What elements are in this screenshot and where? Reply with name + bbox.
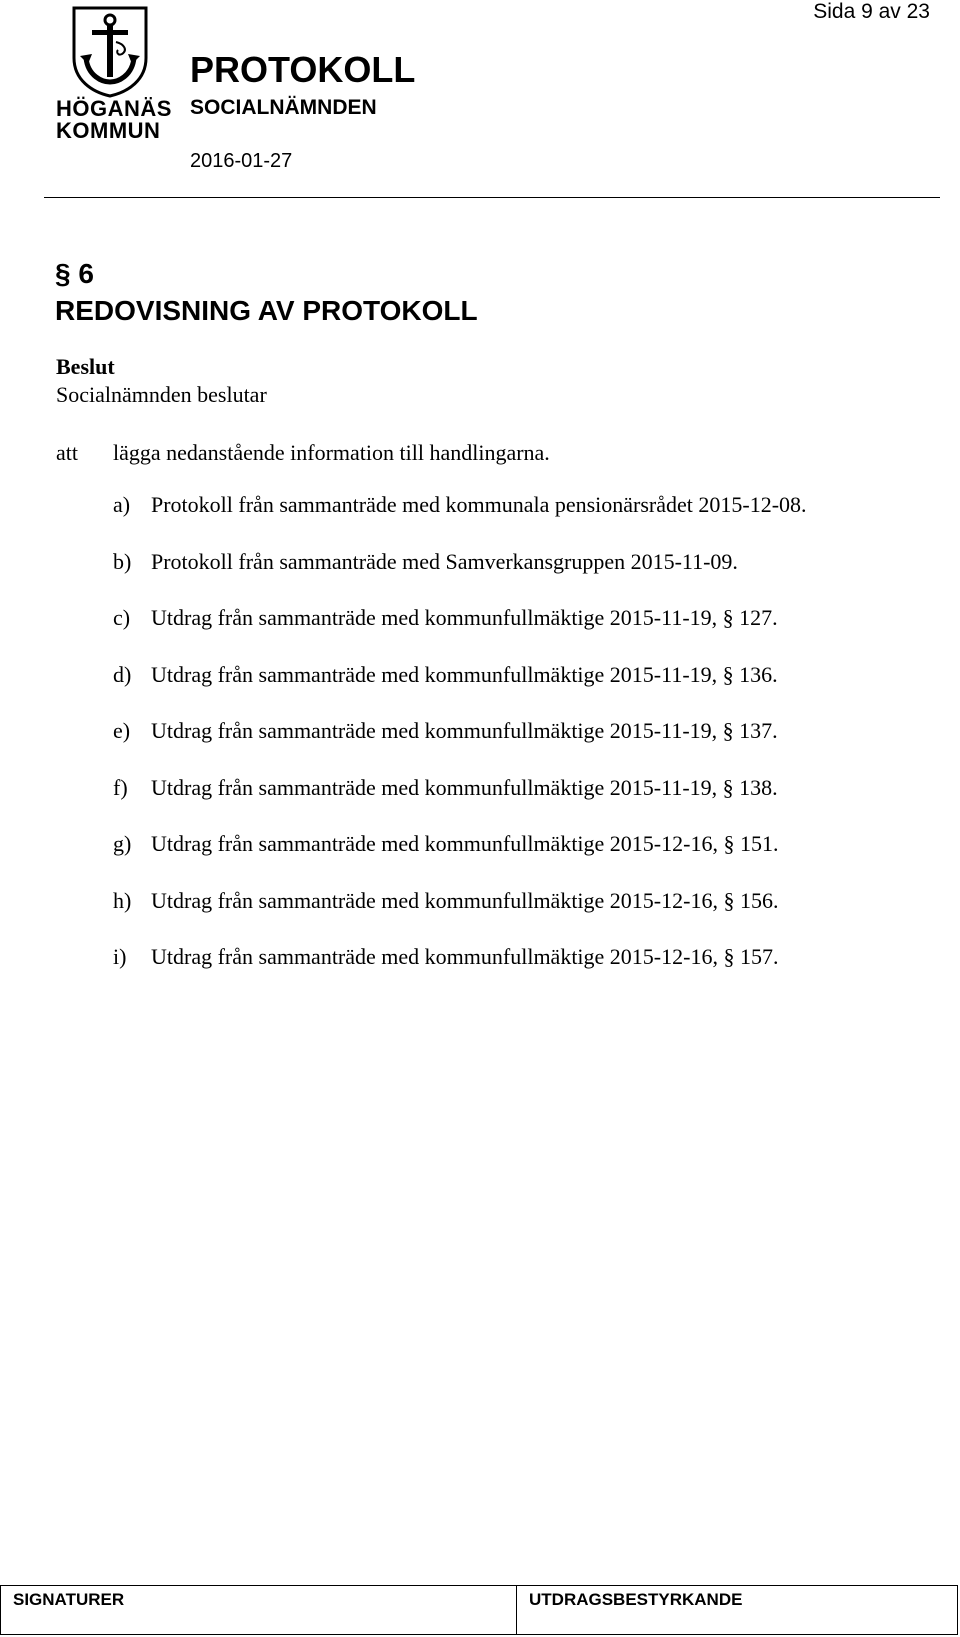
list-item	[113, 492, 807, 549]
list-item-text: Utdrag från sammanträde med kommunfullmäktige 2015-11-19, § 127.	[151, 605, 778, 630]
list-item-text: Utdrag från sammanträde med kommunfullmäktige 2015-11-19, § 137.	[151, 718, 778, 743]
list-item-text: Utdrag från sammanträde med kommunfullmäktige 2015-12-16, § 151.	[151, 831, 779, 856]
list-item-text: Utdrag från sammanträde med kommunfullmäktige 2015-11-19, § 136.	[151, 661, 778, 687]
page-number: Sida 9 av 23	[813, 0, 930, 23]
list-item-text: Utdrag från sammanträde med kommunfullmäktige 2015-12-16, § 156.	[151, 887, 779, 913]
section-title: REDOVISNING AV PROTOKOLL	[55, 295, 478, 326]
list-item	[113, 888, 807, 945]
certification-cell: UTDRAGSBESTYRKANDE	[529, 1590, 743, 1609]
list-item-letter: c)	[113, 605, 131, 630]
footer-table	[0, 1585, 958, 1635]
protocol-list	[113, 492, 807, 1001]
list-item-text: Protokoll från sammanträde med Samverkansgruppen 2015-11-09.	[151, 548, 738, 574]
list-item-letter: b)	[113, 548, 132, 574]
list-item-letter: h)	[113, 887, 132, 913]
list-item-text: Utdrag från sammanträde med kommunfullmäktige 2015-11-19, § 138.	[151, 774, 778, 800]
list-item	[113, 775, 807, 832]
list-item-letter: a)	[113, 492, 131, 517]
logo-text-line1: HÖGANÄS	[56, 96, 172, 121]
list-item-letter: i)	[113, 944, 127, 969]
list-item	[113, 662, 807, 719]
anchor-crest-icon	[70, 6, 150, 98]
list-item-text: Utdrag från sammanträde med kommunfullmäktige 2015-12-16, § 157.	[151, 944, 779, 969]
att-statement: lägga nedanstående information till handlingarna.	[113, 440, 550, 465]
att-label: att	[56, 440, 78, 465]
list-item-letter: d)	[113, 661, 132, 687]
signatures-cell: SIGNATURER	[1, 1586, 517, 1634]
decision-heading: Beslut	[56, 354, 115, 379]
committee-name: SOCIALNÄMNDEN	[190, 96, 377, 119]
document-title: PROTOKOLL	[190, 49, 416, 90]
section-number: § 6	[55, 258, 94, 289]
list-item	[113, 549, 807, 606]
list-item-letter: f)	[113, 774, 128, 800]
list-item	[113, 605, 807, 662]
list-item-letter: g)	[113, 831, 132, 856]
list-item-letter: e)	[113, 718, 131, 743]
header-divider	[44, 197, 940, 198]
document-date: 2016-01-27	[190, 150, 293, 172]
list-item	[113, 944, 807, 1001]
list-item-text: Protokoll från sammanträde med kommunala pensionärsrådet 2015-12-08.	[151, 492, 807, 517]
municipality-logo	[56, 6, 172, 143]
logo-text-line2: KOMMUN	[56, 118, 161, 143]
decision-intro: Socialnämnden beslutar	[56, 382, 267, 407]
list-item	[113, 831, 807, 888]
list-item	[113, 718, 807, 775]
